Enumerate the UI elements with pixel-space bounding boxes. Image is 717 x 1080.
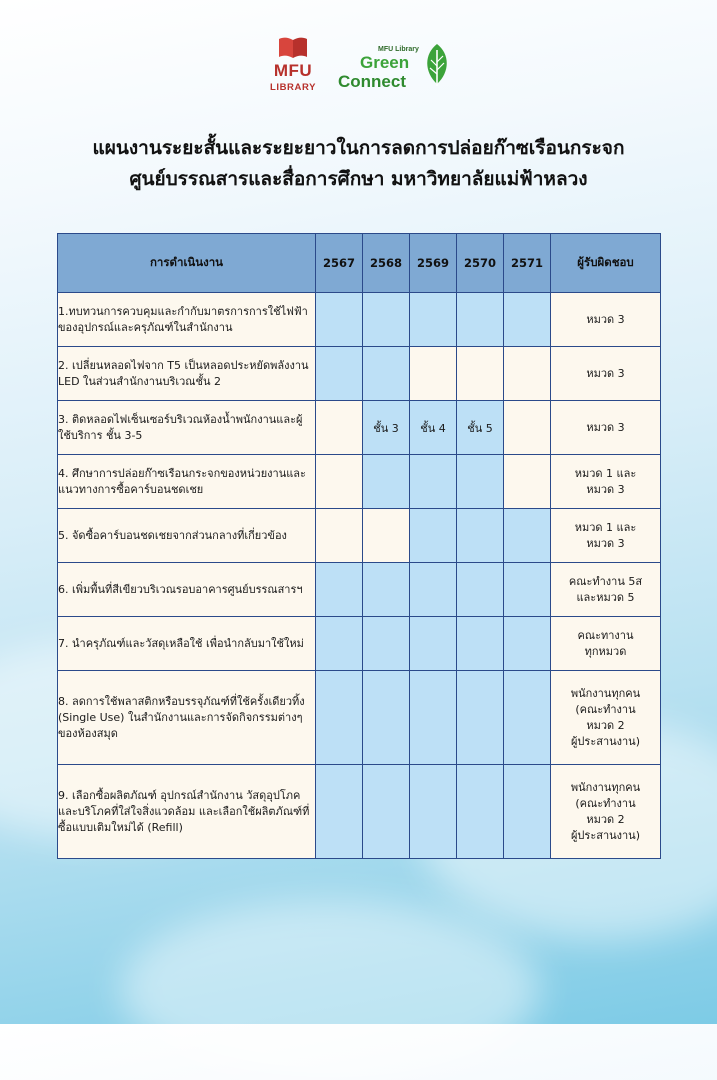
table-row bbox=[58, 617, 661, 671]
year-cell-active: ชั้น 3 bbox=[363, 401, 410, 455]
year-cell-active bbox=[316, 563, 363, 617]
task-cell: 2. เปลี่ยนหลอดไฟจาก T5 เป็นหลอดประหยัดพลังงาน LED ในส่วนสำนักงานบริเวณชั้น 2 bbox=[58, 347, 316, 401]
year-cell-active bbox=[410, 765, 457, 859]
year-cell-active bbox=[363, 617, 410, 671]
task-cell: 7. นำครุภัณฑ์และวัสดุเหลือใช้ เพื่อนำกลับมาใช้ใหม่ bbox=[58, 617, 316, 671]
year-cell-active bbox=[457, 671, 504, 765]
responsible-cell: หมวด 1 และ หมวด 3 bbox=[551, 455, 661, 509]
year-cell-active bbox=[410, 509, 457, 563]
year-cell-active bbox=[316, 671, 363, 765]
header-year: 2567 bbox=[316, 234, 363, 293]
year-cell-active bbox=[504, 563, 551, 617]
title-line-2: ศูนย์บรรณสารและสื่อการศึกษา มหาวิทยาลัยแม่ฟ้าหลวง bbox=[129, 168, 588, 190]
year-cell-active bbox=[410, 455, 457, 509]
responsible-cell: คณะทำงาน 5ส และหมวด 5 bbox=[551, 563, 661, 617]
year-cell-active bbox=[504, 765, 551, 859]
task-cell: 3. ติดหลอดไฟเซ็นเซอร์บริเวณห้องน้ำพนักงานและผู้ใช้บริการ ชั้น 3-5 bbox=[58, 401, 316, 455]
header-task: การดำเนินงาน bbox=[58, 234, 316, 293]
year-cell-active bbox=[410, 617, 457, 671]
year-cell-active bbox=[504, 293, 551, 347]
header-year: 2568 bbox=[363, 234, 410, 293]
book-icon bbox=[278, 36, 308, 60]
header-year: 2571 bbox=[504, 234, 551, 293]
year-cell-inactive bbox=[504, 401, 551, 455]
task-cell: 8. ลดการใช้พลาสติกหรือบรรจุภัณฑ์ที่ใช้ครั้งเดียวทิ้ง (Single Use) ในสำนักงานและการจัดกิจกรรมต่างๆของห้องสมุด bbox=[58, 671, 316, 765]
responsible-cell: คณะทางาน ทุกหมวด bbox=[551, 617, 661, 671]
table-row bbox=[58, 455, 661, 509]
year-cell-active bbox=[316, 765, 363, 859]
green-connect-word-connect: Connect bbox=[338, 72, 406, 91]
table-row bbox=[58, 765, 661, 859]
year-cell-active bbox=[457, 455, 504, 509]
year-cell-active bbox=[363, 765, 410, 859]
table-row bbox=[58, 671, 661, 765]
table-row bbox=[58, 347, 661, 401]
year-cell-active bbox=[457, 293, 504, 347]
year-cell-active: ชั้น 4 bbox=[410, 401, 457, 455]
table-row bbox=[58, 401, 661, 455]
year-cell-active bbox=[410, 293, 457, 347]
task-cell: 9. เลือกซื้อผลิตภัณฑ์ อุปกรณ์สำนักงาน วัสดุอุปโภคและบริโภคที่ใส่ใจสิ่งแวดล้อม และเลือกใช้ผลิตภัณฑ์ที่ซื้อแบบเติมใหม่ได้ (Refill) bbox=[58, 765, 316, 859]
year-cell-active bbox=[504, 617, 551, 671]
title-line-1: แผนงานระยะสั้นและระยะยาวในการลดการปล่อยก๊าซเรือนกระจก bbox=[92, 137, 625, 159]
table-row bbox=[58, 509, 661, 563]
task-cell: 1.ทบทวนการควบคุมและกำกับมาตรการการใช้ไฟฟ้าของอุปกรณ์และครุภัณฑ์ในสำนักงาน bbox=[58, 293, 316, 347]
page-title bbox=[20, 133, 697, 195]
logos-bar bbox=[0, 36, 717, 102]
year-cell-active bbox=[363, 347, 410, 401]
year-cell-inactive bbox=[410, 347, 457, 401]
table-row bbox=[58, 563, 661, 617]
year-cell-active bbox=[410, 671, 457, 765]
year-cell-active bbox=[316, 293, 363, 347]
year-cell-active bbox=[457, 509, 504, 563]
header-year: 2569 bbox=[410, 234, 457, 293]
header-year: 2570 bbox=[457, 234, 504, 293]
task-cell: 4. ศึกษาการปล่อยก๊าซเรือนกระจกของหน่วยงานและแนวทางการซื้อคาร์บอนชดเชย bbox=[58, 455, 316, 509]
year-cell-active bbox=[504, 671, 551, 765]
year-cell-active bbox=[316, 617, 363, 671]
green-connect-word-green: Green bbox=[360, 53, 410, 72]
year-cell-inactive bbox=[504, 347, 551, 401]
leaf-icon bbox=[422, 42, 452, 88]
year-cell-inactive bbox=[316, 455, 363, 509]
mfu-logo-sub: LIBRARY bbox=[269, 82, 317, 93]
table-row bbox=[58, 293, 661, 347]
year-cell-inactive bbox=[316, 401, 363, 455]
year-cell-active bbox=[363, 293, 410, 347]
year-cell-active bbox=[410, 563, 457, 617]
task-cell: 5. จัดซื้อคาร์บอนชดเชยจากส่วนกลางที่เกี่ยวข้อง bbox=[58, 509, 316, 563]
responsible-cell: หมวด 3 bbox=[551, 293, 661, 347]
year-cell-active: ชั้น 5 bbox=[457, 401, 504, 455]
header-responsible: ผู้รับผิดชอบ bbox=[551, 234, 661, 293]
year-cell-active bbox=[457, 563, 504, 617]
responsible-cell: พนักงานทุกคน (คณะทำงาน หมวด 2 ผู้ประสานงาน) bbox=[551, 765, 661, 859]
mfu-logo-name: MFU bbox=[273, 61, 313, 80]
year-cell-inactive bbox=[504, 455, 551, 509]
year-cell-active bbox=[457, 617, 504, 671]
year-cell-active bbox=[363, 671, 410, 765]
year-cell-active bbox=[504, 509, 551, 563]
year-cell-active bbox=[363, 455, 410, 509]
responsible-cell: หมวด 3 bbox=[551, 401, 661, 455]
responsible-cell: พนักงานทุกคน (คณะทำงาน หมวด 2 ผู้ประสานงาน) bbox=[551, 671, 661, 765]
year-cell-inactive bbox=[363, 509, 410, 563]
responsible-cell: หมวด 3 bbox=[551, 347, 661, 401]
table-header-row bbox=[58, 234, 661, 293]
year-cell-active bbox=[316, 347, 363, 401]
year-cell-inactive bbox=[316, 509, 363, 563]
task-cell: 6. เพิ่มพื้นที่สีเขียวบริเวณรอบอาคารศูนย์บรรณสารฯ bbox=[58, 563, 316, 617]
table-body bbox=[58, 293, 661, 859]
mfu-library-logo bbox=[262, 36, 324, 100]
year-cell-active bbox=[457, 765, 504, 859]
year-cell-inactive bbox=[457, 347, 504, 401]
green-connect-logo bbox=[338, 38, 456, 98]
responsible-cell: หมวด 1 และ หมวด 3 bbox=[551, 509, 661, 563]
plan-table bbox=[57, 233, 661, 859]
year-cell-active bbox=[363, 563, 410, 617]
green-connect-library: MFU Library bbox=[378, 46, 419, 53]
